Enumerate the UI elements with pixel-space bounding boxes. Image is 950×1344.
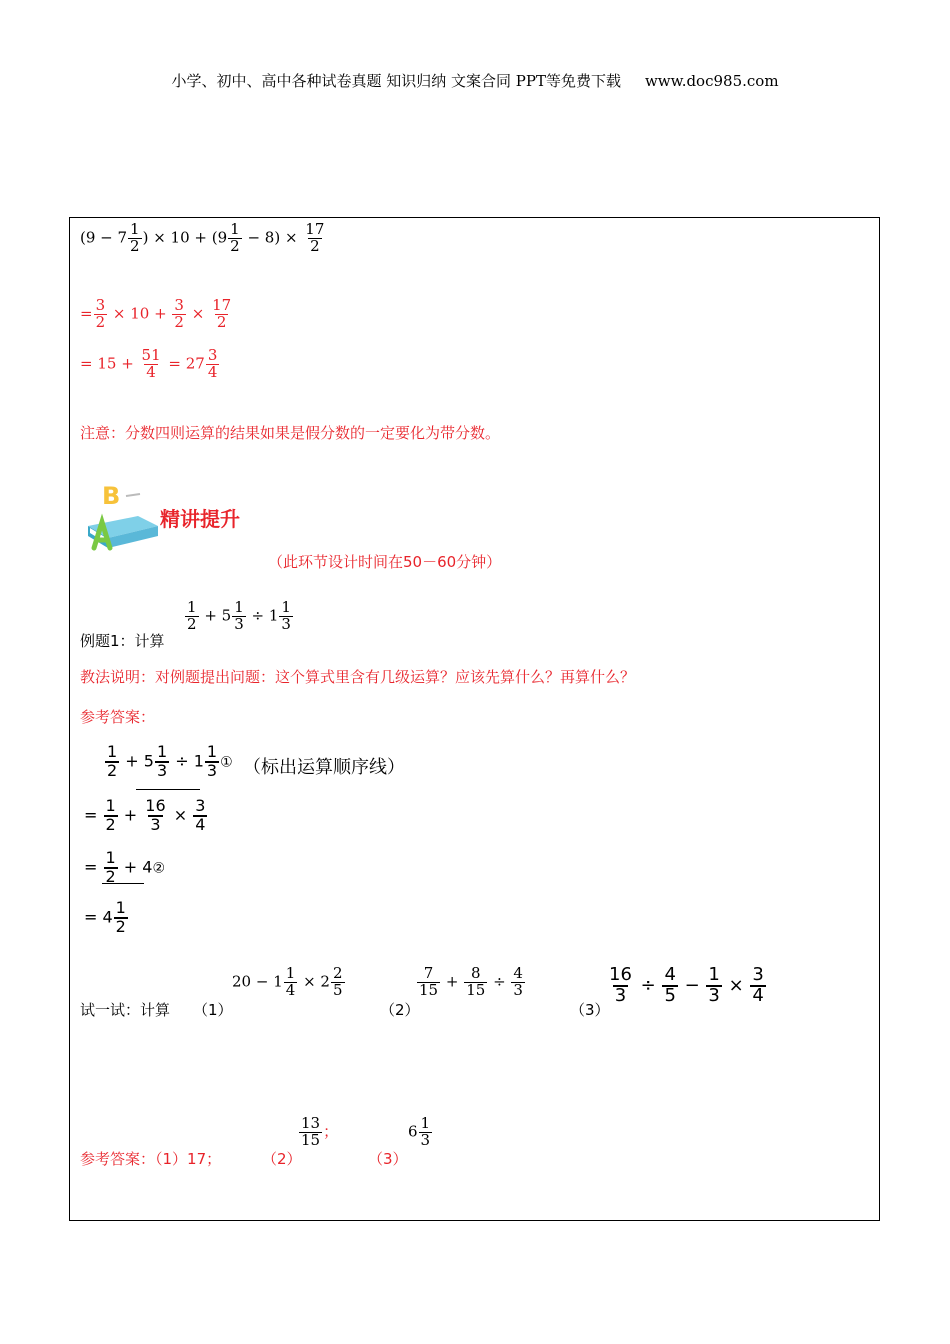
reference-label: 参考答案： <box>80 708 156 726</box>
answer-3-label: （3） <box>368 1150 408 1168</box>
try-3-expression: $\frac{16}{3}$ ÷ $\frac{4}{5}$ − $\frac{1}{3}$ × $\frac{3}{4}$ <box>609 964 764 1006</box>
page-header <box>0 70 950 91</box>
intro-step-1: = $\frac{3}{2}$ × 10 + $\frac{3}{2}$ × $\frac{17}{2}$ <box>80 296 232 331</box>
header-url: www.doc985.com <box>644 72 779 90</box>
order-line-1 <box>136 789 200 790</box>
try-1-expression: 20 − 1 $\frac{1}{4}$ × 2 $\frac{2}{5}$ <box>232 964 343 999</box>
method-note: 教法说明：对例题提出问题：这个算式里含有几级运算？应该先算什么？再算什么？ <box>80 668 636 686</box>
intro-expression: (9 − 7 $\frac{1}{2}$ ) × 10 + (9 $\frac{1}{2}$ − 8) × $\frac{17}{2}$ <box>80 220 325 255</box>
solution-line-1: $\frac{1}{2}$ + 5 $\frac{1}{3}$ ÷ 1 $\frac{1}{3}$ ① <box>107 742 233 780</box>
try-2-label: （2） <box>380 1001 420 1019</box>
solution-result: = 4 $\frac{1}{2}$ <box>84 898 126 936</box>
mark-order-note: （标出运算顺序线） <box>243 757 405 778</box>
order-line-2 <box>102 883 144 884</box>
example1-label: 例题1：计算 <box>80 632 165 650</box>
book-logo-icon <box>80 478 164 554</box>
solution-line-3: = $\frac{1}{2}$ + 4② <box>84 848 166 886</box>
time-note: （此环节设计时间在50－60分钟） <box>268 553 502 571</box>
try-1-label: （1） <box>193 1001 233 1019</box>
note-text: 注意：分数四则运算的结果如果是假分数的一定要化为带分数。 <box>80 424 501 442</box>
solution-line-2: = $\frac{1}{2}$ + $\frac{16}{3}$ × $\frac{3}{4}$ <box>84 796 206 834</box>
answers-label: 参考答案：（1）17； <box>80 1150 222 1168</box>
answer-3-value: 6 $\frac{1}{3}$ <box>408 1114 431 1149</box>
intro-step-2: = 15 + $\frac{51}{4}$ = 27 $\frac{3}{4}$ <box>80 346 218 381</box>
try-3-label: （3） <box>570 1001 610 1019</box>
answer-2-value: $\frac{13}{15}$ ； <box>301 1114 339 1149</box>
section-title: 精讲提升 <box>160 507 240 531</box>
header-text: 小学、初中、高中各种试卷真题 知识归纳 文案合同 PPT等免费下载 <box>171 72 621 90</box>
example1-expression: $\frac{1}{2}$ + 5 $\frac{1}{3}$ ÷ 1 $\frac{1}{3}$ <box>187 598 291 633</box>
answer-2-label: （2） <box>262 1150 302 1168</box>
try-2-expression: $\frac{7}{15}$ + $\frac{8}{15}$ ÷ $\frac{4}{3}$ <box>419 964 523 999</box>
logo-letter: B <box>102 482 121 510</box>
try-label: 试一试：计算 <box>80 1001 171 1019</box>
